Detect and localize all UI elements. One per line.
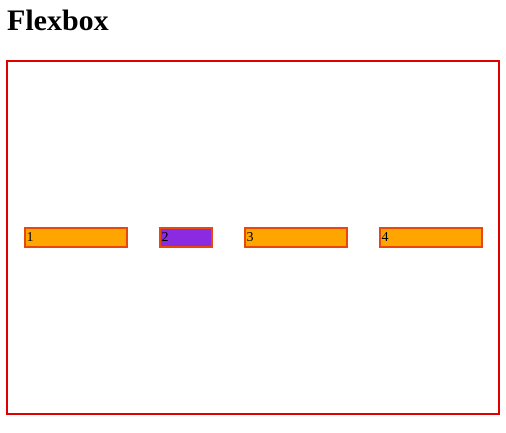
flex-item-4: 4 — [379, 227, 483, 248]
page-title: Flexbox — [7, 4, 109, 37]
flex-item-3: 3 — [244, 227, 348, 248]
flex-container — [6, 60, 500, 415]
flex-item-2: 2 — [159, 227, 213, 248]
flex-item-1: 1 — [24, 227, 128, 248]
